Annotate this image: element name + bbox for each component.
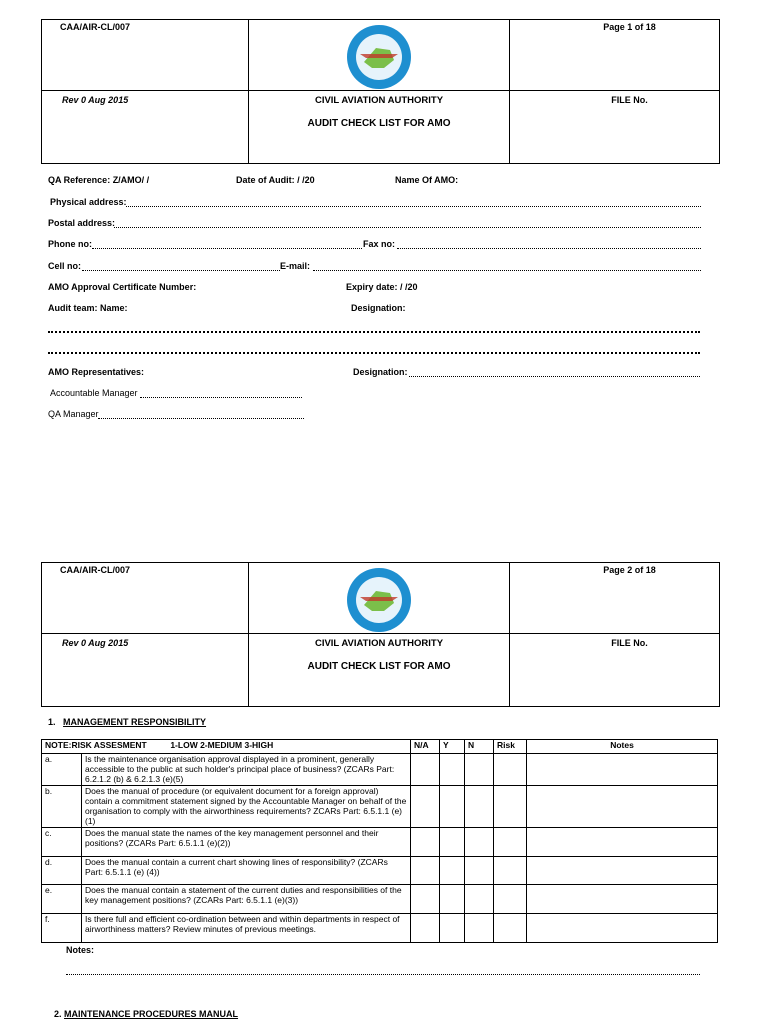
file-no: FILE No.: [611, 95, 648, 105]
page-number: Page 2 of 18: [603, 565, 656, 575]
na-cell[interactable]: [411, 828, 440, 857]
notes-cell[interactable]: [527, 914, 718, 943]
na-cell[interactable]: [411, 885, 440, 914]
risk-cell[interactable]: [494, 754, 527, 786]
revision: Rev 0 Aug 2015: [62, 95, 129, 105]
risk-cell[interactable]: [494, 914, 527, 943]
row-id: d.: [42, 857, 82, 885]
doc-code: CAA/AIR-CL/007: [60, 565, 131, 575]
doc-code: CAA/AIR-CL/007: [60, 22, 131, 32]
section-1-heading: [48, 717, 206, 727]
table-row: [42, 828, 718, 857]
physical-address-field[interactable]: [126, 206, 701, 207]
date-of-audit-label: Date of Audit: / /20: [236, 175, 315, 185]
y-cell[interactable]: [440, 914, 465, 943]
audit-team-line-2[interactable]: [48, 352, 700, 354]
notes-cell[interactable]: [527, 754, 718, 786]
n-cell[interactable]: [465, 786, 494, 828]
file-no: FILE No.: [611, 638, 648, 648]
accountable-manager-label: Accountable Manager: [50, 388, 138, 398]
risk-cell[interactable]: [494, 786, 527, 828]
qa-manager-field[interactable]: [98, 418, 304, 419]
row-id: a.: [42, 754, 82, 786]
approval-cert-label: AMO Approval Certificate Number:: [48, 282, 197, 292]
risk-cell[interactable]: [494, 885, 527, 914]
na-cell[interactable]: [411, 857, 440, 885]
section-2-title: MAINTENANCE PROCEDURES MANUAL: [64, 1009, 239, 1019]
section-2-heading: [54, 1009, 238, 1019]
qa-reference-label: QA Reference: Z/AMO/ /: [48, 175, 150, 185]
section-2-number: 2.: [54, 1009, 62, 1019]
row-question: Does the manual of procedure (or equivalent document for a foreign approval) contain a commitment statement signed by the Accountable Manager on behalf of the organisation to comply with the airworthiness requirements? ZCARs Part: 6.5.1.1 (e)(1): [82, 786, 411, 828]
y-cell[interactable]: [440, 828, 465, 857]
notes-cell[interactable]: [527, 786, 718, 828]
table-row: [42, 786, 718, 828]
designation-field-2[interactable]: [409, 376, 700, 377]
page-number: Page 1 of 18: [603, 22, 656, 32]
table-row: [42, 754, 718, 786]
n-header: N: [465, 740, 494, 754]
notes-cell[interactable]: [527, 857, 718, 885]
row-id: f.: [42, 914, 82, 943]
page2-header: [41, 562, 720, 707]
y-cell[interactable]: [440, 786, 465, 828]
y-cell[interactable]: [440, 754, 465, 786]
email-field[interactable]: [313, 270, 701, 271]
row-id: b.: [42, 786, 82, 828]
risk-cell[interactable]: [494, 857, 527, 885]
section-1-title: MANAGEMENT RESPONSIBILITY: [63, 717, 207, 727]
caa-logo-icon: [346, 24, 412, 90]
postal-address-field[interactable]: [114, 227, 701, 228]
page1-header: [41, 19, 720, 164]
revision: Rev 0 Aug 2015: [62, 638, 129, 648]
notes-header: Notes: [527, 740, 718, 754]
designation-label: Designation:: [351, 303, 406, 313]
qa-manager-label: QA Manager: [48, 409, 99, 419]
n-cell[interactable]: [465, 754, 494, 786]
risk-note-header: NOTE:RISK ASSESMENT 1-LOW 2-MEDIUM 3-HIGH: [42, 740, 411, 754]
authority-name: CIVIL AVIATION AUTHORITY: [314, 95, 444, 106]
na-header: N/A: [411, 740, 440, 754]
postal-address-label: Postal address:: [48, 218, 116, 228]
amo-representatives-label: AMO Representatives:: [48, 367, 145, 377]
notes-field[interactable]: [66, 974, 700, 975]
notes-cell[interactable]: [527, 885, 718, 914]
row-id: c.: [42, 828, 82, 857]
name-of-amo-label: Name Of AMO:: [395, 175, 459, 185]
doc-title: AUDIT CHECK LIST FOR AMO: [307, 661, 451, 672]
row-question: Does the manual state the names of the key management personnel and their positions? (ZCARs Part: 6.5.1.1 (e)(2)): [82, 828, 411, 857]
n-cell[interactable]: [465, 857, 494, 885]
row-question: Is the maintenance organisation approval displayed in a prominent, generally accessible to the public at such holder's principal place of business? (ZCARs Part: 6.2.1.2 (b) & 6.2.1.3 (e)(5): [82, 754, 411, 786]
na-cell[interactable]: [411, 754, 440, 786]
n-cell[interactable]: [465, 885, 494, 914]
authority-name: CIVIL AVIATION AUTHORITY: [314, 638, 444, 649]
audit-team-line-1[interactable]: [48, 331, 700, 333]
row-question: Is there full and efficient co-ordination between and within departments in respect of airworthiness matters? Review minutes of previous meetings.: [82, 914, 411, 943]
risk-header: Risk: [494, 740, 527, 754]
doc-title: AUDIT CHECK LIST FOR AMO: [307, 118, 451, 129]
checklist-table: [41, 739, 718, 943]
audit-team-label: Audit team: Name:: [48, 303, 128, 313]
table-row: [42, 885, 718, 914]
n-cell[interactable]: [465, 914, 494, 943]
y-cell[interactable]: [440, 885, 465, 914]
y-header: Y: [440, 740, 465, 754]
n-cell[interactable]: [465, 828, 494, 857]
fax-label: Fax no:: [363, 239, 396, 249]
expiry-date-label: Expiry date: / /20: [346, 282, 418, 292]
phone-field[interactable]: [92, 248, 362, 249]
cell-field[interactable]: [82, 270, 280, 271]
table-row: [42, 857, 718, 885]
na-cell[interactable]: [411, 914, 440, 943]
cell-label: Cell no:: [48, 261, 81, 271]
notes-label: Notes:: [66, 945, 95, 955]
caa-logo-icon: [346, 567, 412, 633]
designation-label-2: Designation:: [353, 367, 408, 377]
fax-field[interactable]: [397, 248, 701, 249]
risk-cell[interactable]: [494, 828, 527, 857]
accountable-manager-field[interactable]: [140, 397, 302, 398]
y-cell[interactable]: [440, 857, 465, 885]
physical-address-label: Physical address:: [50, 197, 127, 207]
notes-cell[interactable]: [527, 828, 718, 857]
na-cell[interactable]: [411, 786, 440, 828]
section-1-number: 1.: [48, 717, 56, 727]
row-question: Does the manual contain a current chart showing lines of responsibility? (ZCARs Part: 6.5.1.1 (e) (4)): [82, 857, 411, 885]
row-question: Does the manual contain a statement of the current duties and responsibilities of the key management positions? (ZCARs Part: 6.5.1.1 (e)(3)): [82, 885, 411, 914]
table-row: [42, 914, 718, 943]
phone-label: Phone no:: [48, 239, 92, 249]
email-label: E-mail:: [280, 261, 311, 271]
row-id: e.: [42, 885, 82, 914]
